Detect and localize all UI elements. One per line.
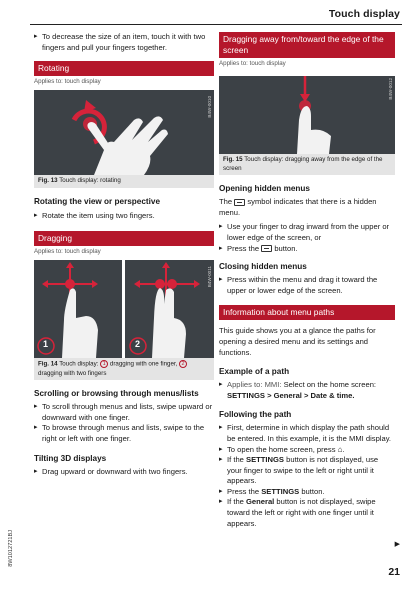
- menu-button-icon: [261, 245, 272, 252]
- header-rule: [30, 24, 402, 25]
- b3-b: button is not displayed, use your finger to swipe to the left or right until it appears.: [227, 455, 379, 486]
- fig14-text-b: dragging with one finger,: [109, 361, 178, 369]
- edge-section-bar: Dragging away from/toward the edge of the screen: [219, 32, 395, 58]
- intro-bullet: ▸ To decrease the size of an item, touch it with two fingers and pull your fingers together.: [34, 32, 214, 53]
- right-column: [219, 32, 395, 529]
- dragging-applies: Applies to: touch display: [34, 248, 101, 256]
- edge-applies: Applies to: touch display: [219, 60, 286, 67]
- opening-bullet-2-b: button.: [274, 243, 298, 253]
- marker-2-inline: 2: [179, 360, 187, 368]
- scrolling-bullet-1: ▸ To scroll through menus and lists, swipe upward or downward with one finger.: [34, 402, 214, 423]
- closing-bullet: ▸ Press within the menu and drag it toward the upper or lower edge of the screen.: [219, 275, 395, 296]
- tilting-heading: Tilting 3D displays: [34, 453, 107, 463]
- b5-bold: General: [246, 497, 275, 507]
- hidden-menu-icon: [234, 199, 245, 206]
- figure-code: B4W-0012: [388, 78, 393, 100]
- scrolling-heading: Scrolling or browsing through menus/lists: [34, 389, 199, 399]
- example-applies-a: Applies to: MMI:: [227, 380, 282, 390]
- edge-gesture-illustration: [219, 72, 395, 154]
- rotating-view-heading: Rotating the view or perspective: [34, 196, 161, 206]
- following-bullet-1: ▸ First, determine in which display the path should be entered. In this example, it is the MMI display.: [219, 423, 395, 444]
- dragging-section-bar: Dragging: [34, 231, 214, 246]
- following-bullet-4: [219, 487, 395, 498]
- rotating-view-bullet: ▸ Rotate the item using two fingers.: [34, 211, 214, 222]
- rotating-applies: Applies to: touch display: [34, 78, 101, 86]
- figure-rotating: [34, 90, 214, 175]
- rotating-gesture-illustration: [34, 90, 214, 175]
- dragging-marker-1: 1: [43, 339, 49, 350]
- b3-a: If the: [227, 455, 244, 465]
- following-bullet-3: [219, 455, 395, 487]
- rotating-section-bar: Rotating: [34, 61, 214, 76]
- opening-heading: Opening hidden menus: [219, 184, 310, 194]
- figure-code: B4W-0010: [207, 96, 212, 118]
- fig15-text: Touch display: dragging away from the edge of the screen: [223, 156, 383, 172]
- example-applies: [219, 380, 395, 401]
- b3-bold: SETTINGS: [246, 455, 284, 465]
- opening-text-a: The: [219, 197, 233, 207]
- following-bullet-5: [219, 497, 395, 529]
- dragging-marker-2: 2: [135, 339, 141, 350]
- figure-edge: [219, 72, 395, 154]
- fig13-text: Touch display: rotating: [59, 177, 121, 185]
- fig14-text-c: dragging with two fingers: [38, 369, 107, 377]
- document-code: 8W1012721BJ: [8, 530, 14, 567]
- dragging-gesture-illustration: [34, 260, 214, 358]
- example-applies-b: Select on the home screen:: [283, 380, 377, 390]
- example-path: SETTINGS > General > Date & time.: [227, 390, 355, 400]
- left-column: [34, 32, 214, 477]
- opening-text-b: symbol indicates that there is a hidden menu.: [219, 197, 377, 217]
- fig13-caption: [34, 175, 214, 188]
- figure-dragging: [34, 260, 214, 358]
- marker-1-inline: 1: [100, 360, 108, 368]
- fig14-caption: [34, 358, 214, 380]
- following-heading: Following the path: [219, 410, 292, 420]
- opening-bullet-2: [219, 244, 395, 255]
- fig13-label: Fig. 13: [38, 177, 58, 185]
- page-header-title: Touch display: [328, 8, 400, 20]
- fig15-label: Fig. 15: [223, 156, 243, 163]
- b5-b: button is not displayed, swipe toward the left or right with one finger until it appears.: [227, 497, 376, 528]
- paths-section-bar: Information about menu paths: [219, 305, 395, 320]
- fig14-text-a: Touch display:: [59, 361, 99, 369]
- home-icon: ⌂: [337, 444, 343, 454]
- tilting-bullet: ▸ Drag upward or downward with two fingers.: [34, 467, 214, 478]
- b4-a: Press the: [227, 486, 260, 496]
- figure-code: B4W-0011: [207, 266, 212, 288]
- paths-text: This guide shows you at a glance the paths for opening a desired menu and its settings and functions.: [219, 326, 376, 357]
- opening-text: [219, 197, 395, 218]
- closing-heading: Closing hidden menus: [219, 262, 307, 272]
- next-page-arrow-icon: ▶: [394, 541, 400, 548]
- following-bullet-2: ▸ To open the home screen, press ⌂.: [219, 445, 395, 456]
- b5-a: If the: [227, 497, 244, 507]
- opening-bullet-1: ▸ Use your finger to drag inward from the upper or lower edge of the screen, or: [219, 222, 395, 243]
- opening-bullet-2-a: Press the: [227, 243, 260, 253]
- b4-bold: SETTINGS: [261, 486, 300, 496]
- page-number: 21: [388, 566, 400, 578]
- following-bullet-2-text: To open the home screen, press: [227, 444, 336, 454]
- scrolling-bullet-2: ▸ To browse through menus and lists, swipe to the right or left with one finger.: [34, 423, 214, 444]
- example-heading: Example of a path: [219, 367, 290, 377]
- b4-b: button.: [301, 486, 325, 496]
- fig15-caption: [219, 154, 395, 175]
- fig14-label: Fig. 14: [38, 361, 58, 369]
